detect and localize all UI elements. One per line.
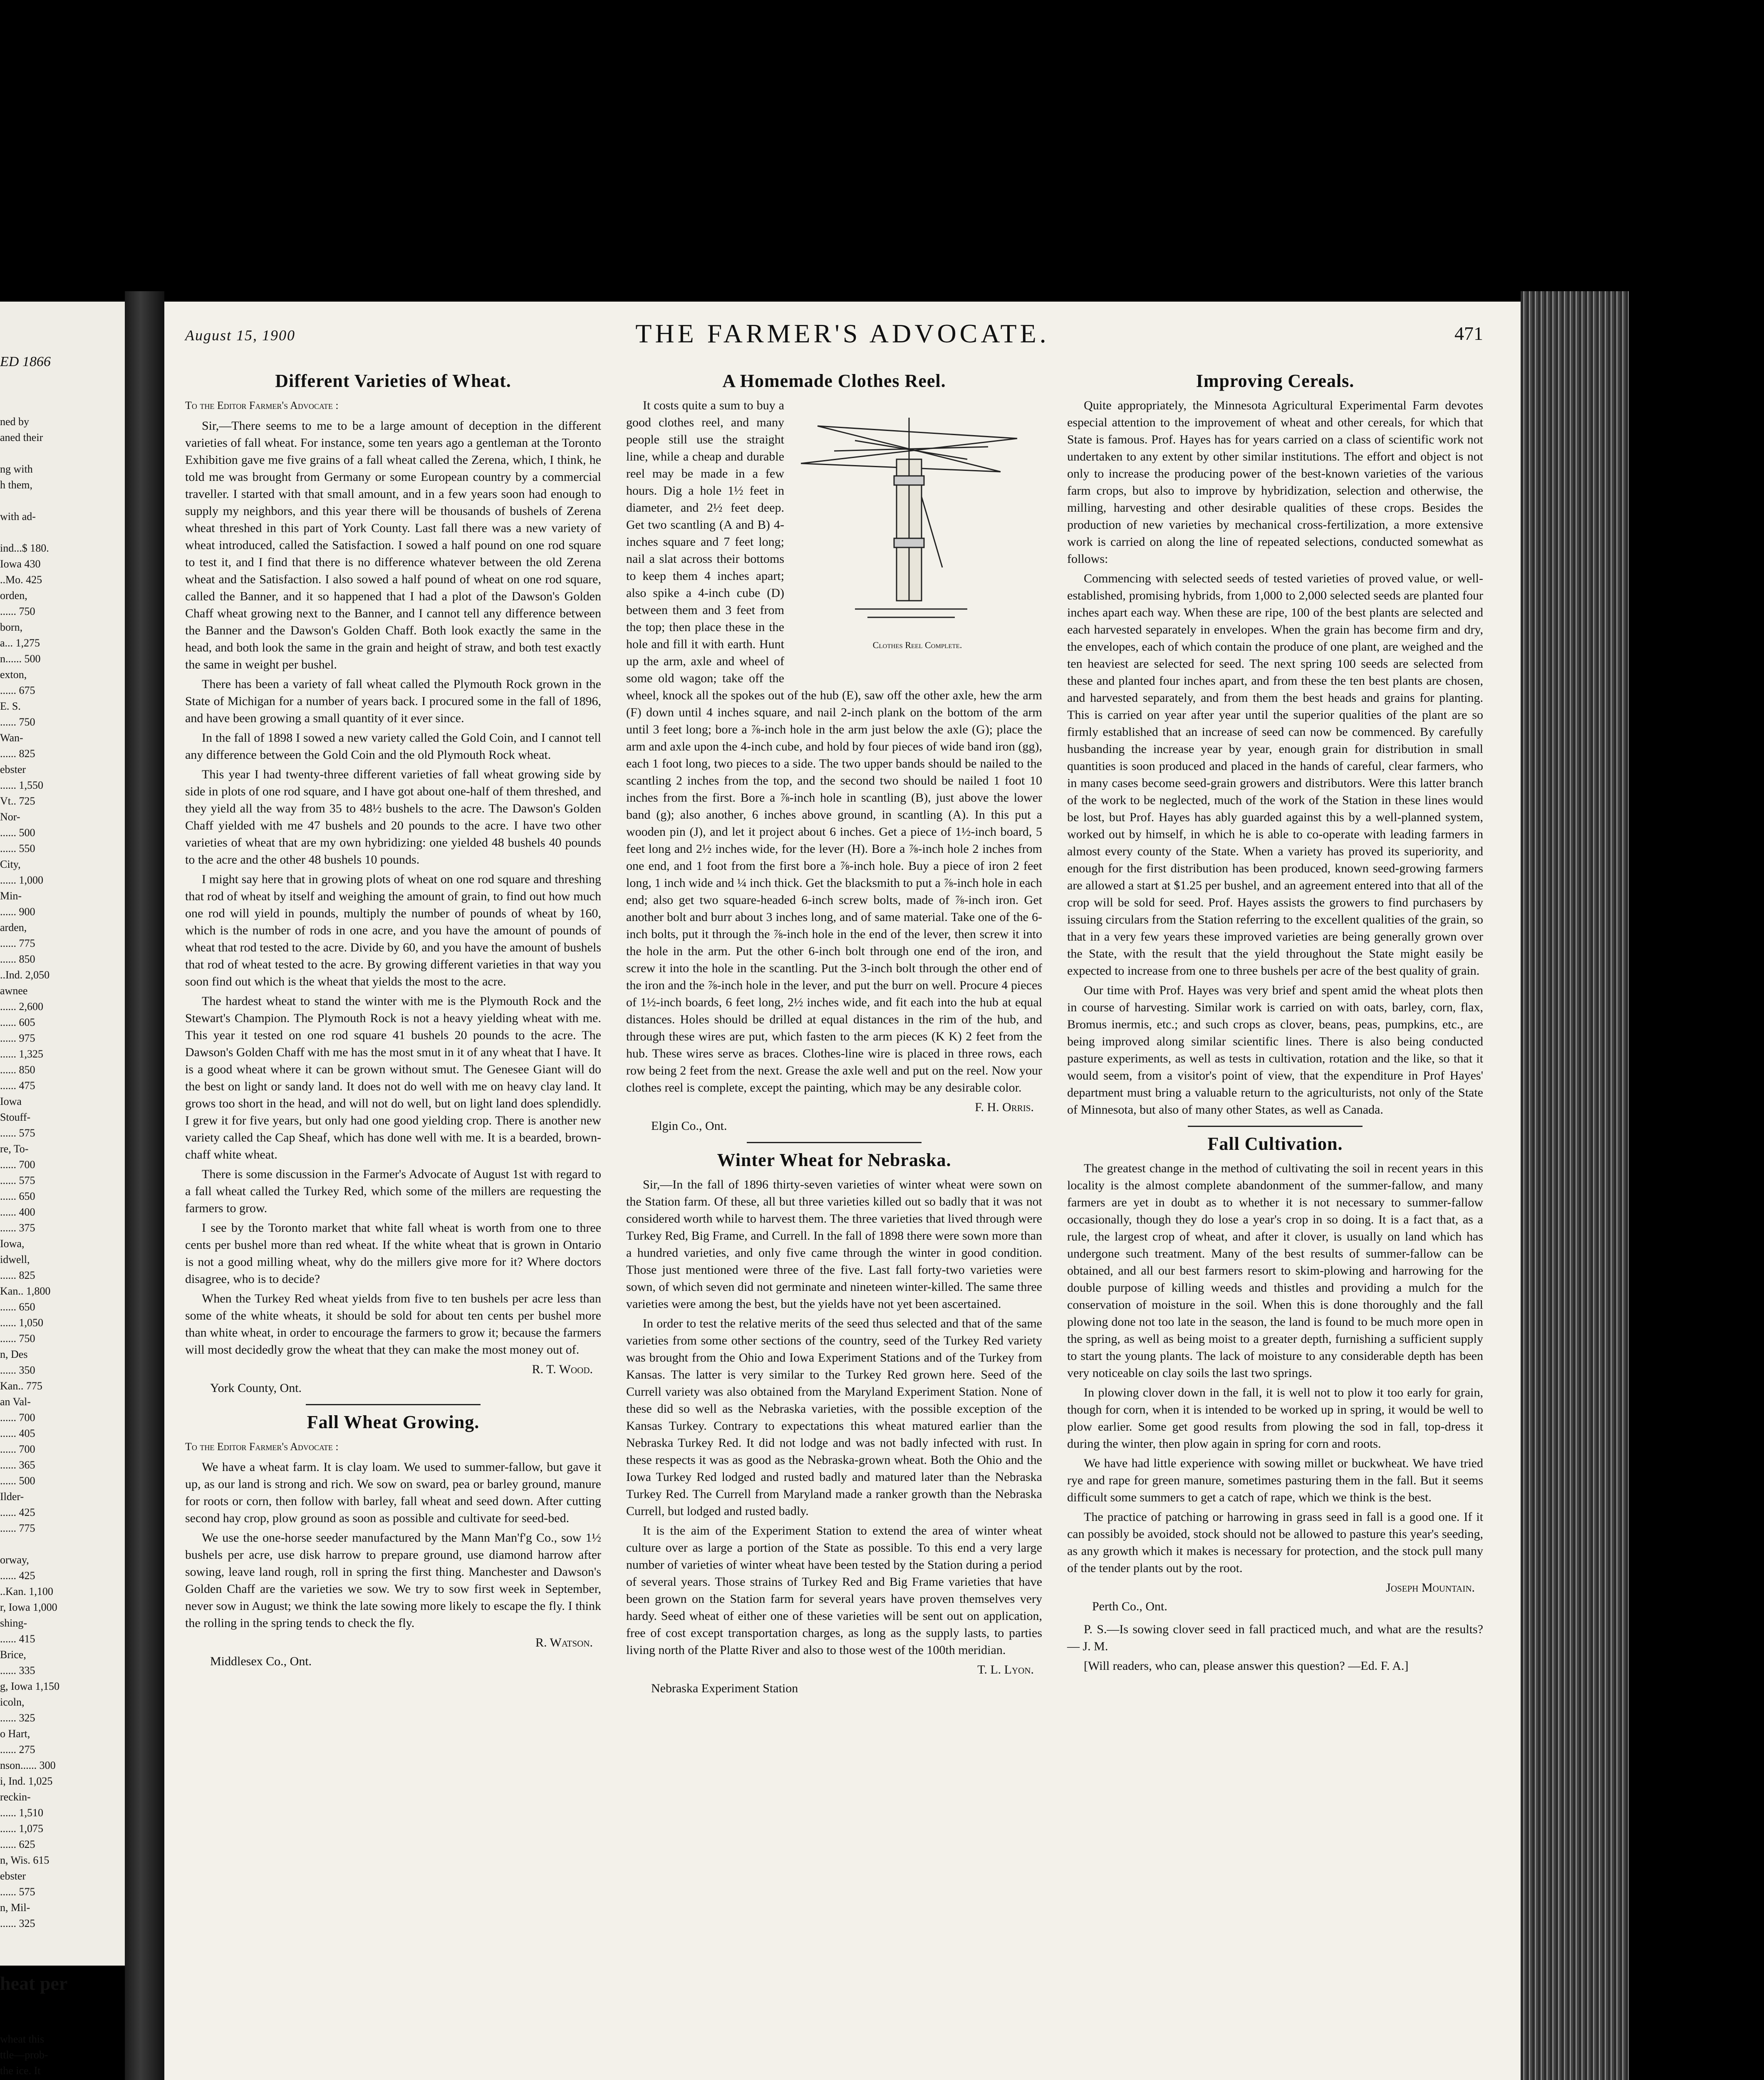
facing-page-line: ...... 575 xyxy=(0,1174,35,1186)
facing-page-line xyxy=(0,525,121,540)
article-body xyxy=(185,417,601,1358)
paragraph: There is some discussion in the Farmer's Advocate of August 1st with regard to a fall wheat called the Turkey Red, which some of the millers are requesting the farmers to grow. xyxy=(185,1167,601,1215)
facing-page-line xyxy=(0,1536,121,1552)
facing-page-line: orway, xyxy=(0,1554,29,1566)
facing-page-line: ...... 1,510 xyxy=(0,1807,43,1819)
newspaper-page xyxy=(164,302,1521,2080)
paragraph: Commencing with selected seeds of tested varieties of proved value, or well-established, promising hybrids, from 1,000 to 2,000 selected seeds are planted four inches apart each way. When these are ripe, 100 of the best plants are selected and each harvested separately in envelopes. When the grain has become firm and dry, the envelopes, each of which contain the produce of one plant, are weighed and the ten heaviest are selected for seed. The next spring 100 seeds are selected from these and planted four inches apart, and from these the ten best plants are chosen, and harvested separately, and from them the best heads and grains for planting. This is carried on year after year until the superior qualities of the plant are so firmly established that an increase of seed can now be commenced. By carefully husbanding the increase year by year, enough grain for distribution in small quantities is soon produced and placed in the hands of careful, clear farmers, who in many cases become seed-grain growers and distributors. Were this latter branch of the work to be neglected, much of the work of the Station in these lines would be lost, but Prof. Hayes has ably guarded against this by a well-planned system, worked out by himself, in which he is able to co-operate with leading farmers in almost every county of the State. When a variety has proved its superiority, and enough for the first distribution has been produced, known seed-growing farmers are allowed a start at $1.25 per bushel, and an agreement entered into that all of the crop will be sold for seed. Prof. Hayes assists the growers to find purchasers by issuing circulars from the Station referring to the excellent qualities of the grain, so that in a very few years these improved varieties are being generally grown over the State, with the result that the yield throughout the State might easily be expected to increase from one to three bushels per acre of the best quality of grain. xyxy=(1067,572,1483,978)
paragraph: We have had little experience with sowing millet or buckwheat. We have tried rye and rape for green manure, sometimes pasturing them in the fall. But it seems difficult some summers to get a catch of rape, which we think is the best. xyxy=(1067,1456,1483,1504)
facing-page-line: arden, xyxy=(0,921,27,934)
paragraph: We use the one-horse seeder manufactured by the Mann Man'f'g Co., sow 1½ bushels per acre, use disk harrow to prepare ground, use diamond harrow after sowing, leave land rough, roll in spring the first thing. Manchester and Dawson's Golden Chaff are the varieties we sow. We try to sow first week in September, never sow in August; we think the late sowing more likely to escape the fly. I think the rolling in the spring tends to check the fly. xyxy=(185,1531,601,1630)
facing-page-line: Vt.. 725 xyxy=(0,795,35,807)
article-body xyxy=(1067,1160,1483,1577)
facing-page-line: ...... 650 xyxy=(0,1301,35,1313)
facing-page-line: ebster xyxy=(0,1870,26,1882)
article-title: Winter Wheat for Nebraska. xyxy=(717,1150,951,1170)
paragraph: There has been a variety of fall wheat called the Plymouth Rock grown in the State of Michigan for a number of years back. I procured some in the fall of 1896, and have been growing a small quantity of it ever since. xyxy=(185,677,601,725)
signature: F. H. Orris. xyxy=(975,1100,1034,1114)
facing-page-line: ...... 625 xyxy=(0,1838,35,1850)
facing-page-lines xyxy=(0,414,121,1931)
facing-page-line: ...... 325 xyxy=(0,1917,35,1929)
facing-page-section-head: heat per xyxy=(0,1973,68,1994)
facing-page-line: Iowa xyxy=(0,1095,22,1107)
page-edges xyxy=(1521,291,1629,2080)
paragraph: In order to test the relative merits of the seed thus selected and that of the same varieties from some other sections of the country, seed of the Turkey Red variety was brought from the Ohio and Iowa Experiment Stations and of the Turkey from Kansas. The latter is very similar to the Turkey Red grown here. Seed of the Currell variety was also obtained from the Maryland Experiment Station. None of these did so well as the Nebraska varieties, with the possible exception of the Kansas Turkey. Contrary to expectations this wheat matured earlier than the Nebraska Turkey Red. It did not lodge and was not badly infected with rust. In these respects it was as good as the Nebraska-grown wheat. Both the Ohio and the Iowa Turkey Red lodged and rusted badly and matured later than the Nebraska Turkey Red. The Currell from Maryland made a ranker growth than the Nebraska Currell, but lodged and rusted badly. xyxy=(626,1317,1042,1518)
figure-caption: Clothes Reel Complete. xyxy=(872,640,962,650)
paragraph: I might say here that in growing plots of wheat on one rod square and threshing that rod of wheat by itself and weighing the amount of grain, to find out how much one rod will yield in pounds, multiply the number of pounds of wheat by 160, which is the number of rods in one acre, and you have the amount of pounds of wheat that rod tested to the acre. Divide by 60, and you have the amount of bushels that rod of wheat tested to the acre. By growing different varieties in that way you soon find out which is the wheat that yields the most to the acre. xyxy=(185,872,601,988)
paragraph: Quite appropriately, the Minnesota Agricultural Experimental Farm devotes especial attention to the improvement of wheat and other cereals, for which that State is famous. Prof. Hayes has for years carried on a class of scientific work not undertaken to any extent by other similar institutions. The effort and object is not only to increase the producing power of the best-known varieties of the various farm crops, but also to improve by hybridization, selection and otherwise, the milling, harvesting and other desirable qualities of these crops. Besides the production of new varieties by mechanical cross-fertilization, a more extensive work is carried on along the line of repeated selections, conducted somewhat as follows: xyxy=(1067,399,1483,566)
paragraph: In the fall of 1898 I sowed a new variety called the Gold Coin, and I cannot tell any difference between the Gold Coin and the old Plymouth Rock wheat. xyxy=(185,731,601,762)
signature: R. T. Wood. xyxy=(532,1362,593,1376)
paragraph: The practice of patching or harrowing in grass seed in fall is a good one. If it can possibly be avoided, stock should not be allowed to pasture this year's seeding, as any growth which it makes is necessary for protection, and the stock pull many of the tender plants out by the root. xyxy=(1067,1510,1483,1575)
clothes-reel-illustration xyxy=(793,401,1042,667)
facing-page-line: aned their xyxy=(0,431,43,443)
facing-page-line: ...... 750 xyxy=(0,605,35,617)
paragraph: The greatest change in the method of cultivating the soil in recent years in this locality is the almost complete abandonment of the summer-fallow, and many farmers are yet in doubt as to whether it is not necessary to summer-fallow occasionally, though they do lose a year's crop in so doing. It is a fact that, as a rule, the largest crop of wheat, and after it clover, is usually on land which has undergone such treatment. Many of the best results of summer-fallow can be obtained, and all our best farmers resort to skim-plowing and harrowing for the double purpose of killing weeds and thistles and providing a mulch for the conservation of moisture in the soil. When this is done thoroughly and the fall plowing done not too late in the season, the land is found to be much more open in the spring, as well as being moist to a greater depth, furnishing a sufficient supply to start the young plants. The lack of moisture to any considerable depth has been very noticeable on clay soils the last two springs. xyxy=(1067,1161,1483,1380)
facing-page-line: re, To- xyxy=(0,1143,29,1155)
facing-page-line: Stouff- xyxy=(0,1111,31,1123)
facing-page-line: ...... 605 xyxy=(0,1016,35,1028)
facing-page-line: ...... 475 xyxy=(0,1080,35,1092)
facing-page-line: ind...$ 180. xyxy=(0,542,49,554)
paragraph: Our time with Prof. Hayes was very brief and spent amid the wheat plots then in course of harvesting. Similar work is carried on with oats, barley, corn, flax, Bromus inermis, etc.; and such crops as clover, beans, peas, pumpkins, etc., are being improved along similar scientific lines. There is also being conducted pasture experiments, as well as tests in cultivation, rotation and the like, so that it would seem, from a visitor's point of view, that the expenditure in Prof Hayes' department must bring a valuable return to the agriculturists, not only of the State of Minnesota, but also of many other States, as well as Canada. xyxy=(1067,983,1483,1117)
article-body xyxy=(185,1458,601,1632)
facing-page-line: ...... 2,600 xyxy=(0,1000,43,1013)
facing-page-line: wheat this xyxy=(0,2033,45,2045)
place-line: Nebraska Experiment Station xyxy=(651,1681,798,1695)
facing-page-line: ..Kan. 1,100 xyxy=(0,1585,53,1597)
clothes-reel-drawing xyxy=(793,401,1026,634)
paragraph: Sir,—There seems to me to be a large amount of deception in the different varieties of fall wheat. For instance, some ten years ago a gentleman at the Toronto Exhibition gave me five grains of a fall wheat called the Zerena, which, I think, he told me was brought from Germany or some European country by a commercial traveller. I started with that small amount, and in a few years soon had enough to supply my neighbors, and this year there will be thousands of bushels of Zerena wheat threshed in this part of York County. Last fall there was a new variety of wheat introduced, called the Satisfaction. I sowed a half pound on one rod square to test it, and I find that there is no difference whatever between the old Zerena wheat and the Satisfaction. I also sowed a half pound of wheat on one rod square, called the Banner, and it so happened that I had a plot of the Dawson's Golden Chaff wheat growing next to the Banner, and I cannot tell any difference between the Banner and the Dawson's Golden Chaff. Both look exactly the same in the head, and both look the same in the grain and height of straw, and both test exactly the same in weight per bushel. xyxy=(185,419,601,671)
facing-page-line: Nor- xyxy=(0,811,20,823)
facing-page-line: ...... 750 xyxy=(0,1332,35,1345)
facing-page-line xyxy=(0,446,121,461)
divider xyxy=(1188,1126,1363,1127)
facing-page-line: born, xyxy=(0,621,23,633)
article-body xyxy=(626,1176,1042,1659)
postscript: P. S.—Is sowing clover seed in fall practiced much, and what are the results? — J. M. xyxy=(1067,1622,1483,1653)
facing-page-line: icoln, xyxy=(0,1696,25,1708)
facing-page-line: Min- xyxy=(0,890,22,902)
facing-page-line: ...... 500 xyxy=(0,1475,35,1487)
divider xyxy=(306,1404,481,1405)
place-line: Elgin Co., Ont. xyxy=(651,1119,727,1133)
facing-page-line xyxy=(0,493,121,509)
signature: Joseph Mountain. xyxy=(1386,1581,1475,1595)
facing-page-line: ...... 700 xyxy=(0,1411,35,1424)
facing-page-line: n...... 500 xyxy=(0,653,41,665)
editor-note: [Will readers, who can, please answer this question? —Ed. F. A.] xyxy=(1084,1659,1409,1673)
article-title: A Homemade Clothes Reel. xyxy=(722,371,946,391)
facing-page-line: ...... 700 xyxy=(0,1159,35,1171)
signature: R. Watson. xyxy=(535,1636,593,1649)
running-header xyxy=(164,302,1521,352)
facing-page-line: ...... 1,075 xyxy=(0,1822,43,1835)
article-title: Fall Cultivation. xyxy=(1207,1134,1343,1154)
facing-page-line: Ilder- xyxy=(0,1491,24,1503)
facing-page-line: ...... 675 xyxy=(0,684,35,696)
facing-page-line: n, Wis. 615 xyxy=(0,1854,50,1866)
facing-page-line: Wan- xyxy=(0,732,23,744)
facing-page-line: an Val- xyxy=(0,1396,31,1408)
salutation: To the Editor Farmer's Advocate : xyxy=(185,399,339,411)
facing-page-line: g, Iowa 1,150 xyxy=(0,1680,59,1692)
facing-page-line: ...... 850 xyxy=(0,953,35,965)
facing-page-line: ...... 350 xyxy=(0,1364,35,1376)
facing-page-line: ...... 415 xyxy=(0,1633,35,1645)
facing-page-header: ED 1866 xyxy=(0,354,51,369)
facing-page-line: Iowa 430 xyxy=(0,558,41,570)
facing-page-line: ttle—prob- xyxy=(0,2049,48,2061)
facing-page-line: ...... 365 xyxy=(0,1459,35,1471)
paragraph: I see by the Toronto market that white fall wheat is worth from one to three cents per bushel more than red wheat. If the white wheat that is grown in Ontario is not a good milling wheat, why do the millers give more for it? Where doctors disagree, who is to decide? xyxy=(185,1221,601,1286)
facing-page-line: ...... 425 xyxy=(0,1570,35,1582)
facing-page-line: ...... 1,000 xyxy=(0,874,43,886)
facing-page-line: ng with xyxy=(0,463,33,475)
facing-page-line: ...... 335 xyxy=(0,1664,35,1676)
article-body xyxy=(1067,397,1483,1118)
facing-page-column xyxy=(0,302,121,2080)
facing-page-line: with ad- xyxy=(0,510,36,522)
facing-page-line: ned by xyxy=(0,416,30,428)
facing-page-line: Iowa, xyxy=(0,1238,25,1250)
facing-page-line: exton, xyxy=(0,669,27,681)
facing-page xyxy=(0,302,125,2077)
facing-page-line: i, Ind. 1,025 xyxy=(0,1775,53,1787)
page-number: 471 xyxy=(1454,323,1483,344)
facing-page-line: h them, xyxy=(0,479,32,491)
facing-page-line: ...... 425 xyxy=(0,1506,35,1518)
facing-page-line: reckin- xyxy=(0,1791,31,1803)
paragraph: Sir,—In the fall of 1896 thirty-seven varieties of winter wheat were sown on the Station farm. Of these, all but three varieties killed out so badly that it was not considered worth while to harvest them. The three varieties that lived through were Turkey Red, Big Frame, and Currell. In the fall of 1898 there were sown more than a hundred varieties, and only five came through the winter in good condition. Those just mentioned were three of the five. Last fall forty-two varieties were sown, of which seven did not germinate and nineteen winter-killed. The same three varieties were among the best, but the yields have not yet been ascertained. xyxy=(626,1178,1042,1311)
paragraph: The hardest wheat to stand the winter with me is the Plymouth Rock and the Stewart's Champion. The Plymouth Rock is not a heavy yielding wheat with me. This year it tested on one rod square 41 bushels 20 pounds to the acre. The Dawson's Golden Chaff with me has the most smut in it of any wheat that I have. It is a good wheat where it can be grown without smut. The Genesee Giant will do the best on light or sandy land. It does not do well with me on heavy clay land. It grows too short in the head, and will not do well, but on light land does splendidly. I grew it for five years, but only had one good yielding crop. There is another new variety called the Cap Sheaf, which has done well with me. It is a bearded, brown-chaff white wheat. xyxy=(185,994,601,1161)
facing-page-line: ...... 575 xyxy=(0,1127,35,1139)
facing-page-line: nson...... 300 xyxy=(0,1759,56,1771)
facing-page-line: E. S. xyxy=(0,700,21,712)
facing-page-line: ...... 775 xyxy=(0,1522,35,1534)
facing-page-line: ...... 375 xyxy=(0,1222,35,1234)
article-title: Improving Cereals. xyxy=(1196,371,1355,391)
facing-page-tail-lines xyxy=(0,2031,121,2080)
facing-page-line: n, Mil- xyxy=(0,1902,30,1914)
facing-page-line: a... 1,275 xyxy=(0,637,40,649)
divider xyxy=(747,1142,922,1143)
column-3 xyxy=(1067,364,1483,1677)
facing-page-line: ...... 325 xyxy=(0,1712,35,1724)
paragraph: It costs quite a sum to buy a good clothes reel, and many people still use the straight line, while a cheap and durable reel may be made in a few hours. Dig a hole 1½ feet in diameter, and 2½ feet deep. Get two scantling (A and B) 4-inches square and 7 feet long; nail a slat across their bottoms to keep them 4 inches apart; also spike a 4-inch cube (D) between them and 3 feet from the top; then place these in the hole and fill it with earth. Hunt up the arm, axle and wheel of some old wagon; take off the wheel, knock all the spokes out of the hub (E), saw off the other axle, hew the arm (F) down until 4 inches square, and nail 2-inch plank on the bottom of the arm until 3 feet long; bore a ⅞-inch hole in the arm just below the axle (G); place the arm and axle upon the 4-inch cube, and hold by four pieces of wide band iron (gg), each 1 foot long, two pieces to a side. The two upper bands should be nailed to the scantling 2 inches from the top, and the second two should be nailed 1 foot 10 inches from the first. Bore a ⅞-inch hole in scantling (B), just above the lower band (g); also another, 6 inches above ground, in scantling (A). In this put a wooden pin (J), and let it project about 6 inches. Get a piece of 1½-inch board, 5 feet long and 2½ inches wide, for the lever (H). Bore a ⅞-inch hole 2 inches from one end, and 1 foot from the first bore a ⅞-inch hole. Buy a piece of iron 2 feet long, 1 inch wide and ¼ inch thick. Get the blacksmith to put a ⅞-inch hole in each end; also get two square-headed 6-inch screw bolts, made of ⅞-inch iron. Get another bolt and burr about 3 inches long, and of same material. Take one of the 6-inch bolts, put it through the ⅞-inch hole in the end of the lever, then screw it into the hole in the arm. Put the other 6-inch bolt through one end of the iron, and screw it into the hole in the scantling. Put the 3-inch bolt through the other end of the iron and the ⅞-inch hole in the lever, and put the burr on well. Procure 4 pieces of 1½-inch boards, 6 feet long, 2½ inches wide, and fit each into the hub at equal distances. Holes should be drilled at equal distances in the rim of the hub, and through these wires are put, which fasten to the arm pieces (K K) 2 feet from the hub. These wires serve as braces. Clothes-line wire is placed in three rows, each row being 2 feet from the next. Grease the axle well and put on the reel. Now your clothes reel is complete, except the painting, which may be any desirable color. xyxy=(626,399,1042,1094)
paragraph: It is the aim of the Experiment Station to extend the area of winter wheat culture over as large a portion of the State as possible. To this end a very large number of varieties of winter wheat have been tested by the Station during a period of several years. Those strains of Turkey Red and Big Frame varieties that have been grown on the Station farm for several years have proven themselves very hardy. Seed wheat of either one of these varieties will be sent out on application, free of cost except transportation charges, as long as the supply lasts, to parties living north of the Platte River and also to those west of the 100th meridian. xyxy=(626,1524,1042,1657)
facing-page-line: ...... 400 xyxy=(0,1206,35,1218)
facing-page-line: ...... 1,050 xyxy=(0,1317,43,1329)
facing-page-line: Brice, xyxy=(0,1649,26,1661)
paragraph: In plowing clover down in the fall, it is well not to plow it too early for grain, though for corn, when it is intended to be worked up in spring, it would be well to plow earlier. Some get good results from plowing the sod in fall, top-dress it during the winter, then plow again in spring for corn and roots. xyxy=(1067,1386,1483,1451)
salutation: To the Editor Farmer's Advocate : xyxy=(185,1441,339,1453)
facing-page-line: ...... 275 xyxy=(0,1743,35,1756)
facing-page-line: ...... 700 xyxy=(0,1443,35,1455)
facing-page-line: awnee xyxy=(0,985,28,997)
paragraph: We have a wheat farm. It is clay loam. We used to summer-fallow, but gave it up, as our land is strong and rich. We sow on sward, pea or barley ground, manure for roots or corn, then follow with barley, fall wheat and seed down. After cutting second hay crop, plow ground as soon as possible and cultivate for seed-bed. xyxy=(185,1460,601,1525)
facing-page-line: ...... 1,325 xyxy=(0,1048,43,1060)
facing-page-line: n, Des xyxy=(0,1348,28,1360)
facing-page-line: ...... 575 xyxy=(0,1886,35,1898)
facing-page-line: ...... 500 xyxy=(0,827,35,839)
facing-page-line: ..Ind. 2,050 xyxy=(0,969,50,981)
issue-date: August 15, 1900 xyxy=(185,327,296,344)
facing-page-line: ...... 900 xyxy=(0,906,35,918)
facing-page-line: Kan.. 1,800 xyxy=(0,1285,51,1297)
place-line: Middlesex Co., Ont. xyxy=(210,1654,312,1668)
facing-page-line: ...... 550 xyxy=(0,842,35,854)
facing-page-line: ..Mo. 425 xyxy=(0,574,42,586)
facing-page-line: ...... 750 xyxy=(0,716,35,728)
column-1 xyxy=(185,364,601,1676)
facing-page-line: o Hart, xyxy=(0,1728,30,1740)
facing-page-line: Kan.. 775 xyxy=(0,1380,42,1392)
facing-page-line: ebster xyxy=(0,763,26,775)
facing-page-line: ...... 405 xyxy=(0,1427,35,1439)
facing-page-line: the ice. It xyxy=(0,2065,41,2077)
column-2 xyxy=(626,364,1042,1703)
signature: T. L. Lyon. xyxy=(977,1663,1034,1676)
facing-page-line: ...... 975 xyxy=(0,1032,35,1044)
paragraph: When the Turkey Red wheat yields from five to ten bushels per acre less than some of the white wheats, it should be sold for about ten cents per bushel more than white wheat, in order to encourage the farmers to grow it; because the farmers will most decidedly grow the wheat that they can make the most money out of. xyxy=(185,1292,601,1357)
facing-page-line: r, Iowa 1,000 xyxy=(0,1601,57,1613)
facing-page-line: ...... 650 xyxy=(0,1190,35,1202)
facing-page-line: ...... 825 xyxy=(0,1269,35,1281)
facing-page-line: ...... 775 xyxy=(0,937,35,949)
masthead-title: THE FARMER'S ADVOCATE. xyxy=(635,319,1050,348)
place-line: York County, Ont. xyxy=(210,1381,302,1395)
facing-page-line: orden, xyxy=(0,589,27,602)
place-line: Perth Co., Ont. xyxy=(1092,1600,1167,1613)
paragraph: This year I had twenty-three different varieties of fall wheat growing side by side in plots of one rod square, and I have got about one-half of them threshed, and they yield all the way from 35 to 48½ bushels to the acre. The Dawson's Golden Chaff yielded with me 47 bushels and 20 pounds to the acre. I have two other varieties of wheat that are my own hybridizing: one yielded 48 bushels 40 pounds to the acre and the other 48 bushels 10 pounds. xyxy=(185,768,601,867)
facing-page-line: City, xyxy=(0,858,21,870)
facing-page-line: shing- xyxy=(0,1617,27,1629)
article-title: Different Varieties of Wheat. xyxy=(275,371,511,391)
facing-page-line: ...... 1,550 xyxy=(0,779,43,791)
facing-page-line: idwell, xyxy=(0,1253,30,1265)
article-title: Fall Wheat Growing. xyxy=(307,1412,480,1432)
facing-page-line: ...... 825 xyxy=(0,748,35,760)
facing-page-line: ...... 850 xyxy=(0,1064,35,1076)
book-gutter xyxy=(125,291,164,2080)
